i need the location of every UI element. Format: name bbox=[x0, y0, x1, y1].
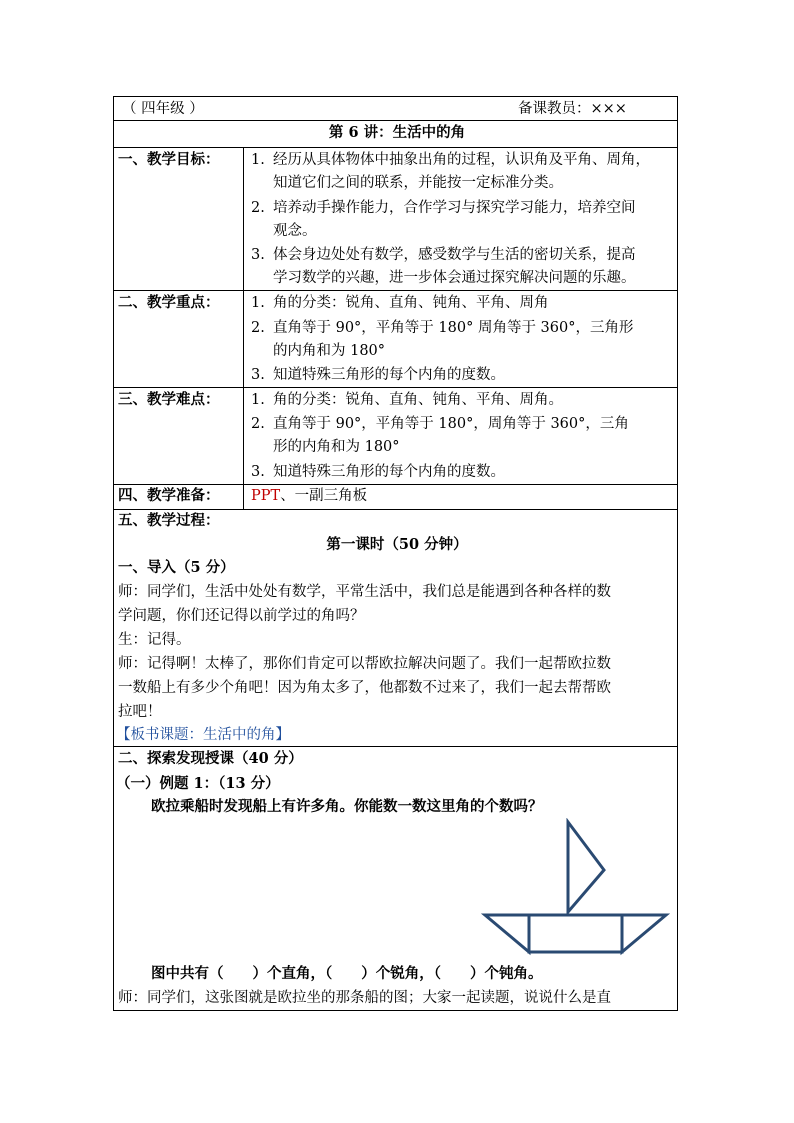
list-item: 直角等于 90°，平角等于 180°，周角等于 360°，三角 bbox=[273, 416, 629, 432]
dialog-line: 一数船上有多少个角吧！因为角太多了，他都数不过来了，我们一起去帮帮欧 bbox=[118, 680, 611, 696]
row-divider bbox=[114, 147, 677, 148]
item-number: 1. bbox=[251, 392, 265, 408]
lesson-title: 第 6 讲：生活中的角 bbox=[328, 124, 466, 141]
item-number: 3. bbox=[251, 464, 265, 480]
intro-heading: 一、导入（5 分） bbox=[118, 559, 235, 576]
item-number: 2. bbox=[251, 416, 265, 432]
preparation-rest: 、一副三角板 bbox=[280, 488, 368, 504]
list-item: 的内角和为 180° bbox=[273, 343, 386, 359]
hull-rectangle bbox=[529, 915, 622, 952]
boat-figure bbox=[480, 818, 680, 958]
difficulties-label: 三、教学难点： bbox=[118, 391, 220, 408]
example-question: 欧拉乘船时发现船上有许多角。你能数一数这里角的个数吗？ bbox=[151, 798, 543, 815]
dialog-line: 生：记得。 bbox=[118, 632, 191, 648]
answer-line: 图中共有（ ）个直角，（ ）个锐角，（ ）个钝角。 bbox=[151, 965, 543, 982]
item-number: 3. bbox=[251, 247, 265, 263]
item-number: 1. bbox=[251, 295, 265, 311]
teacher-label: 备课教员：××× bbox=[518, 101, 627, 117]
item-number: 2. bbox=[251, 200, 265, 216]
list-item: 知道它们之间的联系，并能按一定标准分类。 bbox=[273, 175, 563, 191]
dialog-line: 学问题，你们还记得以前学过的角吗？ bbox=[118, 608, 365, 624]
row-divider bbox=[114, 509, 677, 510]
period-title: 第一课时（50 分钟） bbox=[326, 536, 468, 553]
list-item: 形的内角和为 180° bbox=[273, 439, 400, 455]
row-divider bbox=[114, 290, 677, 291]
preparation-label: 四、教学准备： bbox=[118, 487, 220, 504]
grade-label: （ 四年级 ） bbox=[122, 101, 204, 117]
objectives-label: 一、教学目标： bbox=[118, 151, 220, 168]
sail-triangle bbox=[568, 822, 604, 912]
dialog-line: 师：记得啊！太棒了，那你们肯定可以帮欧拉解决问题了。我们一起帮欧拉数 bbox=[118, 656, 611, 672]
list-item: 学习数学的兴趣，进一步体会通过探究解决问题的乐趣。 bbox=[273, 270, 636, 286]
preparation-content bbox=[251, 486, 367, 506]
list-item: 经历从具体物体中抽象出角的过程，认识角及平角、周角， bbox=[273, 152, 650, 168]
left-hull-triangle bbox=[485, 915, 529, 952]
last-line: 师：同学们，这张图就是欧拉坐的那条船的图；大家一起读题，说说什么是直 bbox=[118, 990, 611, 1006]
list-item: 角的分类：锐角、直角、钝角、平角、周角。 bbox=[273, 392, 563, 408]
list-item: 知道特殊三角形的每个内角的度数。 bbox=[273, 367, 505, 383]
explore-heading: 二、探索发现授课（40 分） bbox=[118, 750, 303, 767]
list-item: 培养动手操作能力，合作学习与探究学习能力，培养空间 bbox=[273, 200, 636, 216]
example-heading: （一）例题 1：（13 分） bbox=[116, 775, 280, 792]
list-item: 体会身边处处有数学，感受数学与生活的密切关系，提高 bbox=[273, 247, 636, 263]
item-number: 1. bbox=[251, 152, 265, 168]
dialog-line: 拉吧！ bbox=[118, 704, 162, 720]
row-divider bbox=[114, 746, 677, 747]
item-number: 3. bbox=[251, 367, 265, 383]
column-divider bbox=[243, 147, 244, 509]
list-item: 观念。 bbox=[273, 223, 317, 239]
row-divider bbox=[114, 120, 677, 121]
row-divider bbox=[114, 484, 677, 485]
process-label: 五、教学过程： bbox=[118, 512, 220, 529]
row-divider bbox=[114, 387, 677, 388]
ppt-text: PPT bbox=[251, 488, 281, 504]
list-item: 知道特殊三角形的每个内角的度数。 bbox=[273, 464, 505, 480]
dialog-line: 师：同学们，生活中处处有数学，平常生活中，我们总是能遇到各种各样的数 bbox=[118, 584, 611, 600]
board-title: 【板书课题：生活中的角】 bbox=[116, 727, 290, 743]
item-number: 2. bbox=[251, 320, 265, 336]
right-hull-triangle bbox=[622, 915, 666, 952]
list-item: 直角等于 90°，平角等于 180° 周角等于 360°，三角形 bbox=[273, 320, 634, 336]
list-item: 角的分类：锐角、直角、钝角、平角、周角 bbox=[273, 295, 549, 311]
key-points-label: 二、教学重点： bbox=[118, 294, 220, 311]
